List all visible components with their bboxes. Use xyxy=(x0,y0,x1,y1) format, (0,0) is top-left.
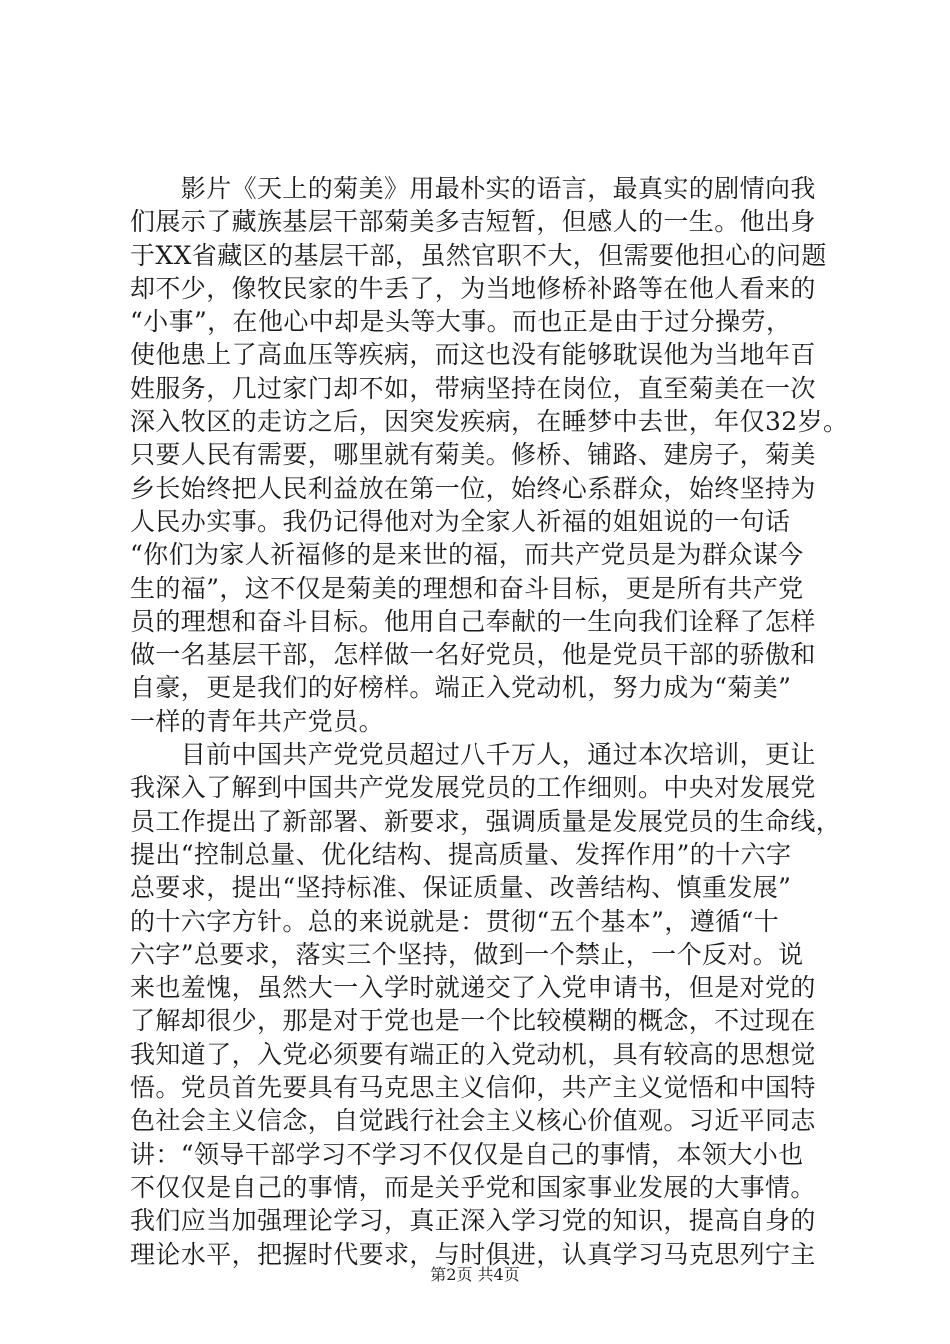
text-line: 一样的青年共产党员。 xyxy=(130,706,385,736)
text-line: 人民办实事。我仍记得他对为全家人祈福的姐姐说的一句话 xyxy=(130,506,791,536)
text-line: 我知道了，入党必须要有端正的入党动机，具有较高的思想觉 xyxy=(130,1039,816,1069)
text-line: 我们应当加强理论学习，真正深入学习党的知识，提高自身的 xyxy=(130,1206,816,1236)
text-line: “小事”，在他心中却是头等大事。而也正是由于过分操劳， xyxy=(130,307,792,337)
text-line: 的十六字方针。总的来说就是：贯彻“五个基本”，遵循“十 xyxy=(130,906,780,936)
text-line: 姓服务，几过家门却不如，带病坚持在岗位，直至菊美在一次 xyxy=(130,373,816,403)
text-line: 使他患上了高血压等疾病，而这也没有能够耽误他为当地年百 xyxy=(130,340,816,370)
text-line: 悟。党员首先要具有马克思主义信仰，共产主义觉悟和中国特 xyxy=(130,1073,816,1103)
text-line: 不仅仅是自己的事情，而是关乎党和国家事业发展的大事情。 xyxy=(130,1172,816,1202)
page-number-label: 第2页 共4页 xyxy=(430,1265,520,1284)
text-line: 六字”总要求，落实三个坚持，做到一个禁止，一个反对。说 xyxy=(130,939,804,969)
text-line: 讲：“领导干部学习不学习不仅仅是自己的事情，本领大小也 xyxy=(130,1139,804,1169)
text-line: 影片《天上的菊美》用最朴实的语言，最真实的剧情向我 xyxy=(130,174,816,203)
text-line: 自豪，更是我们的好榜样。端正入党动机，努力成为“菊美” xyxy=(130,673,792,703)
text-line: 乡长始终把人民利益放在第一位，始终心系群众，始终坚持为 xyxy=(130,473,816,503)
text-line: 们展示了藏族基层干部菊美多吉短暂，但感人的一生。他出身 xyxy=(130,207,816,237)
text-line: 来也羞愧，虽然大一入学时就递交了入党申请书，但是对党的 xyxy=(130,973,816,1003)
text-line: 做一名基层干部，怎样做一名好党员，他是党员干部的骄傲和 xyxy=(130,640,816,670)
text-line: 深入牧区的走访之后，因突发疾病，在睡梦中去世，年仅32岁。 xyxy=(130,407,849,437)
text-line: 员工作提出了新部署、新要求，强调质量是发展党员的生命线， xyxy=(130,806,842,836)
page-footer xyxy=(0,1265,950,1285)
text-line: 生的福”，这不仅是菊美的理想和奋斗目标，更是所有共产党 xyxy=(130,573,804,603)
text-line: 色社会主义信念，自觉践行社会主义核心价值观。习近平同志 xyxy=(130,1106,816,1136)
text-line: 于XX省藏区的基层干部，虽然官职不大，但需要他担心的问题 xyxy=(130,240,827,270)
text-line: 了解却很少，那是对于党也是一个比较模糊的概念，不过现在 xyxy=(130,1006,816,1036)
text-line: 却不少，像牧民家的牛丢了，为当地修桥补路等在他人看来的 xyxy=(130,273,816,303)
text-line: “你们为家人祈福修的是来世的福，而共产党员是为群众谋今 xyxy=(130,540,804,570)
text-line: 只要人民有需要，哪里就有菊美。修桥、铺路、建房子，菊美 xyxy=(130,440,816,470)
text-line: 员的理想和奋斗目标。他用自己奉献的一生向我们诠释了怎样 xyxy=(130,606,816,636)
document-body xyxy=(130,172,849,1271)
text-line: 目前中国共产党党员超过八千万人，通过本次培训，更让 xyxy=(130,740,816,770)
text-line: 总要求，提出“坚持标准、保证质量、改善结构、慎重发展” xyxy=(130,873,792,903)
text-line: 理论水平，把握时代要求，与时俱进，认真学习马克思列宁主 xyxy=(130,1239,816,1269)
text-line: 我深入了解到中国共产党发展党员的工作细则。中央对发展党 xyxy=(130,773,816,803)
text-line: 提出“控制总量、优化结构、提高质量、发挥作用”的十六字 xyxy=(130,839,792,869)
